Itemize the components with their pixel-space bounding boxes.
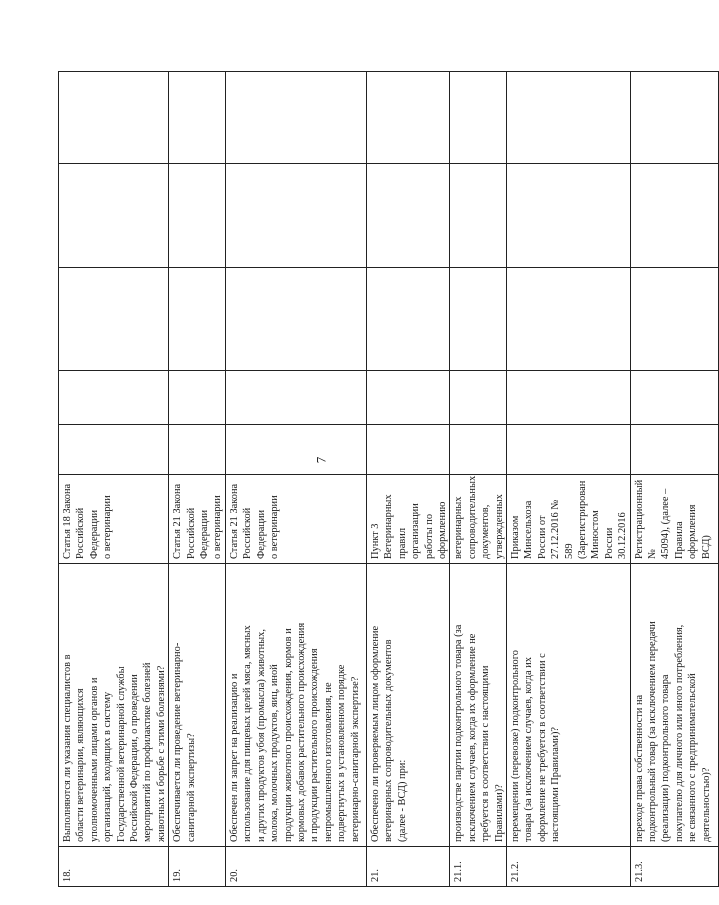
answer-yes-cell: [630, 425, 718, 475]
note-cell: [630, 72, 718, 164]
answer-not-applicable-cell: [506, 268, 630, 371]
legal-reference-cell: Статья 21 Закона Российской Федерации о ветеринарии: [169, 475, 226, 564]
not-checked-cell: [506, 164, 630, 268]
answer-yes-cell: [225, 425, 366, 475]
row-number: 19.: [169, 847, 226, 887]
table-row: [366, 72, 449, 887]
note-cell: [366, 72, 449, 164]
table-row: [506, 72, 630, 887]
not-checked-cell: [59, 164, 169, 268]
question-cell: перемещении (перевозке) подконтрольного товара (за исключением случаев, когда их оформление не требуется в соответствии с настоящими Правилами)?: [506, 564, 630, 847]
row-number: 21.3.: [630, 847, 718, 887]
answer-yes-cell: [450, 425, 507, 475]
answer-no-cell: [225, 371, 366, 425]
legal-reference-cell: Статья 18 Закона Российской Федерации о ветеринарии: [59, 475, 169, 564]
not-checked-cell: [450, 164, 507, 268]
answer-yes-cell: [366, 425, 449, 475]
answer-yes-cell: [506, 425, 630, 475]
page-number: 7: [313, 456, 329, 464]
question-cell: Обеспечено ли проверяемым лицом оформление ветеринарных сопроводительных документов (далее - ВСД) при:: [366, 564, 449, 847]
question-cell: переходе права собственности на подконтрольный товар (за исключением передачи (реализации) подконтрольного товара покупателю для личного или иного потребления, не связанного с предпринимательской деятельностью)?: [630, 564, 718, 847]
answer-no-cell: [450, 371, 507, 425]
not-checked-cell: [225, 164, 366, 268]
table-row: [450, 72, 507, 887]
answer-no-cell: [366, 371, 449, 425]
legal-reference-cell: ветеринарных сопроводительных документов, утвержденных: [450, 475, 507, 564]
answer-no-cell: [630, 371, 718, 425]
answer-not-applicable-cell: [59, 268, 169, 371]
table-row: [630, 72, 718, 887]
answer-yes-cell: [59, 425, 169, 475]
answer-yes-cell: [169, 425, 226, 475]
not-checked-cell: [169, 164, 226, 268]
legal-reference-cell: Пункт 3 Ветеринарных правил организации работы по оформлению: [366, 475, 449, 564]
legal-reference-cell: Приказом Минсельхоза России от 27.12.2016 № 589 (Зарегистрирован Минюстом России 30.12.2016: [506, 475, 630, 564]
question-cell: производстве партии подконтрольного товара (за исключением случаев, когда их оформление не требуется в соответствии с настоящими Правилами)?: [450, 564, 507, 847]
checklist-table: [58, 71, 719, 887]
not-checked-cell: [630, 164, 718, 268]
question-cell: Выполняются ли указания специалистов в области ветеринарии, являющихся уполномоченными лицами органов и организаций, входящих в систему Государственной ветеринарной службы Российской Федерации, о проведении мероприятий по профилактике болезней животных и борьбе с этими болезнями?: [59, 564, 169, 847]
note-cell: [225, 72, 366, 164]
note-cell: [169, 72, 226, 164]
row-number: 21.1.: [450, 847, 507, 887]
row-number: 21.2.: [506, 847, 630, 887]
table-row: [225, 72, 366, 887]
not-checked-cell: [366, 164, 449, 268]
legal-reference-cell: Статья 21 Закона Российской Федерации о ветеринарии: [225, 475, 366, 564]
answer-no-cell: [59, 371, 169, 425]
note-cell: [59, 72, 169, 164]
row-number: 18.: [59, 847, 169, 887]
question-cell: Обеспечивается ли проведение ветеринарно- санитарной экспертизы?: [169, 564, 226, 847]
note-cell: [450, 72, 507, 164]
answer-not-applicable-cell: [169, 268, 226, 371]
table-row: [59, 72, 169, 887]
rotated-page-content: [58, 72, 712, 887]
answer-no-cell: [506, 371, 630, 425]
answer-no-cell: [169, 371, 226, 425]
answer-not-applicable-cell: [366, 268, 449, 371]
answer-not-applicable-cell: [630, 268, 718, 371]
row-number: 21.: [366, 847, 449, 887]
table-row: [169, 72, 226, 887]
answer-not-applicable-cell: [225, 268, 366, 371]
note-cell: [506, 72, 630, 164]
question-cell: Обеспечен ли запрет на реализацию и использование для пищевых целей мяса, мясных и других продуктов убоя (промысла) животных, молока, молочных продуктов, яиц, иной продукции животного происхождения, кормов и кормовых добавок растительного происхождения и продукции растительного происхождения непромышленного изготовления, не подвергнутых в установленном порядке ветеринарно-санитарной экспертизе?: [225, 564, 366, 847]
row-number: 20.: [225, 847, 366, 887]
answer-not-applicable-cell: [450, 268, 507, 371]
legal-reference-cell: Регистрационный № 45094), (далее – Правила оформления ВСД): [630, 475, 718, 564]
